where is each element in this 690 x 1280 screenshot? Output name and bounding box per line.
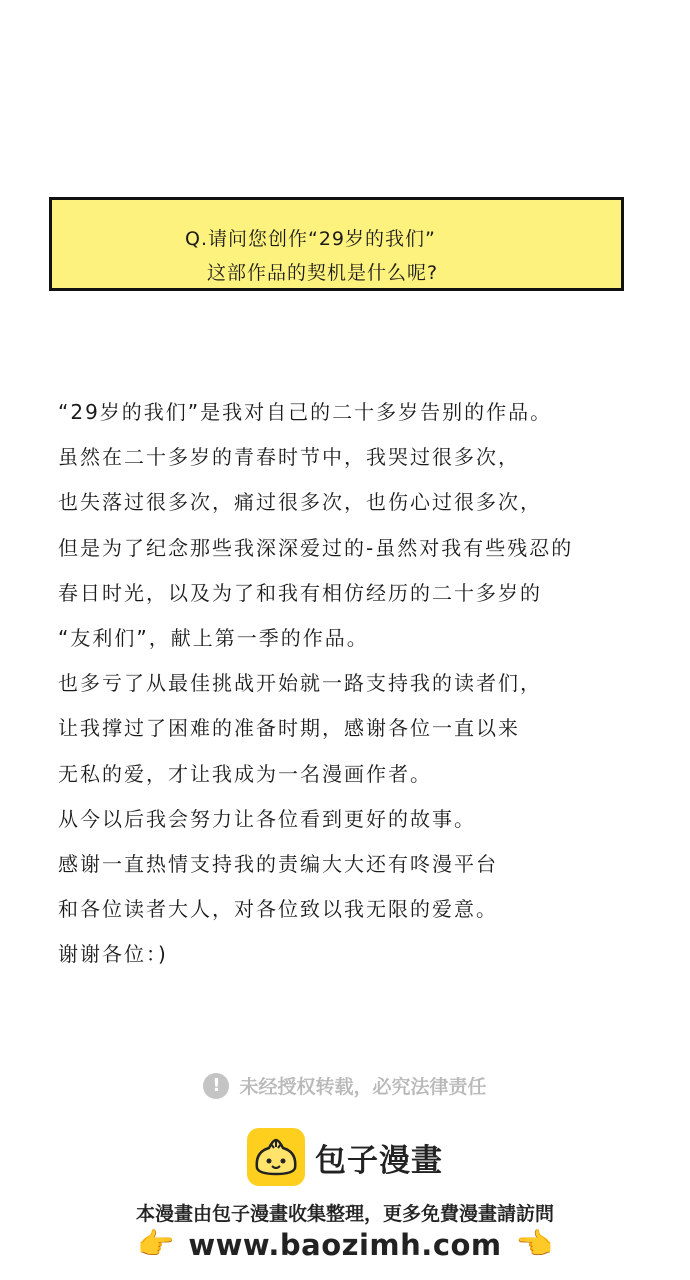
answer-line: 让我撑过了困难的准备时期，感谢各位一直以来: [58, 716, 520, 741]
answer-line: 也失落过很多次，痛过很多次，也伤心过很多次，: [58, 490, 542, 515]
answer-line: 和各位读者大人，对各位致以我无限的爱意。: [58, 897, 498, 922]
warning-icon: !: [203, 1073, 229, 1099]
pointing-left-icon: 👈: [515, 1227, 554, 1262]
answer-line: 从今以后我会努力让各位看到更好的故事。: [58, 806, 476, 831]
brand-name: 包子漫畫: [315, 1142, 443, 1179]
answer-line: 也多亏了从最佳挑战开始就一路支持我的读者们，: [58, 671, 542, 696]
answer-line: “29岁的我们”是我对自己的二十多岁告别的作品。: [58, 400, 553, 424]
question-line-2: 这部作品的契机是什么呢?: [207, 262, 439, 284]
promo-text: 本漫畫由包子漫畫收集整理，更多免費漫畫請訪問: [135, 1203, 554, 1225]
copyright-notice-text: 未经授权转载，必究法律责任: [239, 1076, 487, 1098]
pointing-right-icon: 👉: [136, 1227, 175, 1262]
answer-text: [58, 390, 573, 977]
answer-line: “友利们”，献上第一季的作品。: [58, 625, 369, 650]
answer-line: 谢谢各位：): [58, 942, 168, 967]
answer-line: 但是为了纪念那些我深深爱过的-虽然对我有些残忍的: [58, 535, 574, 560]
site-url[interactable]: www.baozimh.com: [188, 1228, 502, 1262]
answer-line: 虽然在二十多岁的青春时节中，我哭过很多次，: [58, 445, 520, 470]
answer-line: 春日时光，以及为了和我有相仿经历的二十多岁的: [58, 580, 542, 605]
answer-line: 无私的爱，才让我成为一名漫画作者。: [58, 761, 432, 786]
question-box: [49, 197, 624, 291]
question-line-1: Q.请问您创作“29岁的我们”: [185, 228, 436, 250]
brand-logo[interactable]: [0, 1128, 690, 1186]
site-link[interactable]: [0, 1228, 690, 1262]
bun-logo-icon: [247, 1128, 305, 1186]
copyright-notice: [0, 1072, 690, 1099]
answer-line: 感谢一直热情支持我的责编大大还有咚漫平台: [58, 851, 498, 876]
